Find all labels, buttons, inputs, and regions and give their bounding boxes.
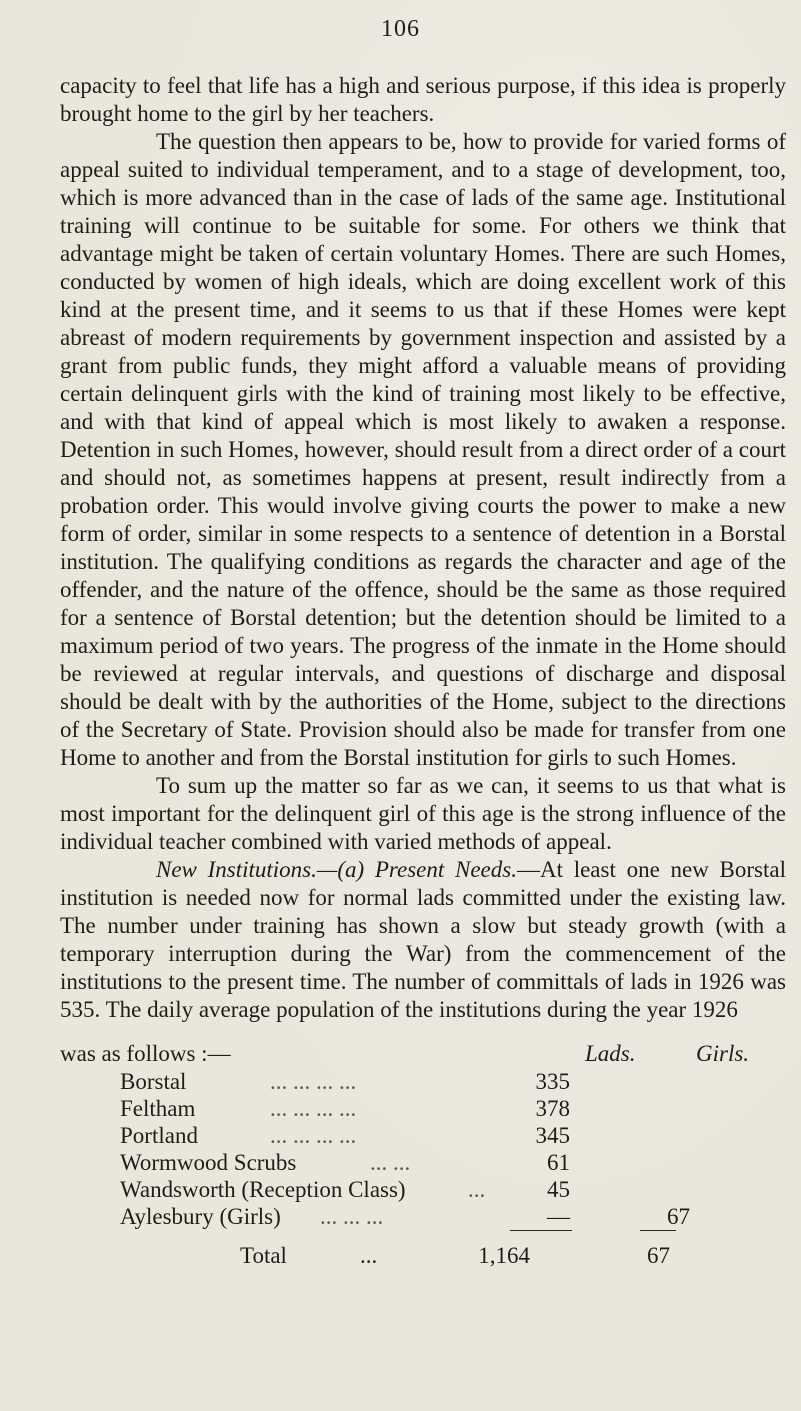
total-lads: 1,164 xyxy=(478,1243,530,1268)
section-heading: New Institutions.—(a) Present Needs. xyxy=(156,857,517,882)
institution-name: Wormwood Scrubs xyxy=(120,1150,297,1175)
paragraph-1: capacity to feel that life has a high and serious purpose, if this idea is properly brought home to the girl by her teachers. xyxy=(60,73,786,126)
institution-name: Aylesbury (Girls) xyxy=(120,1204,281,1229)
lads-count: — xyxy=(547,1204,570,1229)
paragraph-4-body: —At least one new Borstal institution is needed now for normal lads committed under the existing law. The number under training has shown a slow but steady growth (with a temporary interruption during the War) from the commencement of the institutions to the present time. The number of committals of lads in 1926 was 535. The daily average population of the institutions during the year 1926 xyxy=(60,857,786,1022)
institution-name: Feltham xyxy=(120,1096,196,1121)
institution-name: Borstal xyxy=(120,1069,187,1094)
body-text xyxy=(60,72,786,1024)
table-row xyxy=(120,1149,780,1176)
leader-dots: ... ... xyxy=(370,1150,411,1175)
paragraph-4 xyxy=(60,856,786,1024)
column-header-lads: Lads. xyxy=(585,1041,636,1066)
table-row xyxy=(120,1122,780,1149)
lads-count: 345 xyxy=(535,1123,570,1148)
population-table xyxy=(120,1068,780,1230)
table-row xyxy=(120,1095,780,1122)
total-rule-lads xyxy=(510,1230,572,1231)
institution-name: Portland xyxy=(120,1123,198,1148)
column-header-girls: Girls. xyxy=(696,1041,750,1066)
leader-dots: ... ... ... ... xyxy=(270,1069,357,1094)
institution-name: Wandsworth (Reception Class) xyxy=(120,1177,406,1202)
leader-dots: ... ... ... ... xyxy=(270,1123,357,1148)
lads-count: 61 xyxy=(547,1150,570,1175)
total-label: Total xyxy=(240,1243,287,1268)
table-row xyxy=(120,1203,780,1230)
table-row xyxy=(120,1176,780,1203)
lads-count: 378 xyxy=(535,1096,570,1121)
leader-dots: ... ... ... ... xyxy=(270,1096,357,1121)
total-girls: 67 xyxy=(647,1243,670,1268)
leader-dots: ... xyxy=(468,1177,486,1202)
page-number: 106 xyxy=(381,16,420,42)
table-row xyxy=(120,1068,780,1095)
girls-count: 67 xyxy=(667,1204,690,1229)
leader-dots: ... ... ... xyxy=(320,1204,384,1229)
lads-count: 45 xyxy=(547,1177,570,1202)
lads-count: 335 xyxy=(535,1069,570,1094)
table-lead-text: was as follows :— xyxy=(60,1041,231,1066)
paragraph-3: To sum up the matter so far as we can, it seems to us that what is most important for the delinquent girl of this age is the strong influence of the individual teacher combined with varied methods of appeal. xyxy=(60,773,786,854)
leader-dots: ... xyxy=(360,1243,378,1268)
paragraph-2: The question then appears to be, how to provide for varied forms of appeal suited to individual temperament, and to a stage of development, too, which is more advanced than in the case of lads of the same age. Institutional training will continue to be suitable for some. For others we think that advantage might be taken of certain voluntary Homes. There are such Homes, conducted by women of high ideals, which are doing excellent work of this kind at the present time, and it seems to us that if these Homes were kept abreast of modern requirements by government inspection and assisted by a grant from public funds, they might afford a valuable means of providing certain delinquent girls with the kind of training most likely to be effective, and with that kind of appeal which is most likely to awaken a response. Detention in such Homes, however, should result from a direct order of a court and should not, as sometimes happens at present, result indirectly from a probation order. This would involve giving courts the power to make a new form of order, similar in some respects to a sentence of detention in a Borstal institution. The qualifying conditions as regards the character and age of the offender, and the nature of the offence, should be the same as those required for a sentence of Borstal detention; but the detention should be limited to a maximum period of two years. The progress of the inmate in the Home should be reviewed at regular intervals, and questions of discharge and disposal should be dealt with by the authorities of the Home, subject to the directions of the Secretary of State. Provision should also be made for transfer from one Home to another and from the Borstal institution for girls to such Homes. xyxy=(60,129,786,770)
total-rule-girls xyxy=(640,1230,676,1231)
